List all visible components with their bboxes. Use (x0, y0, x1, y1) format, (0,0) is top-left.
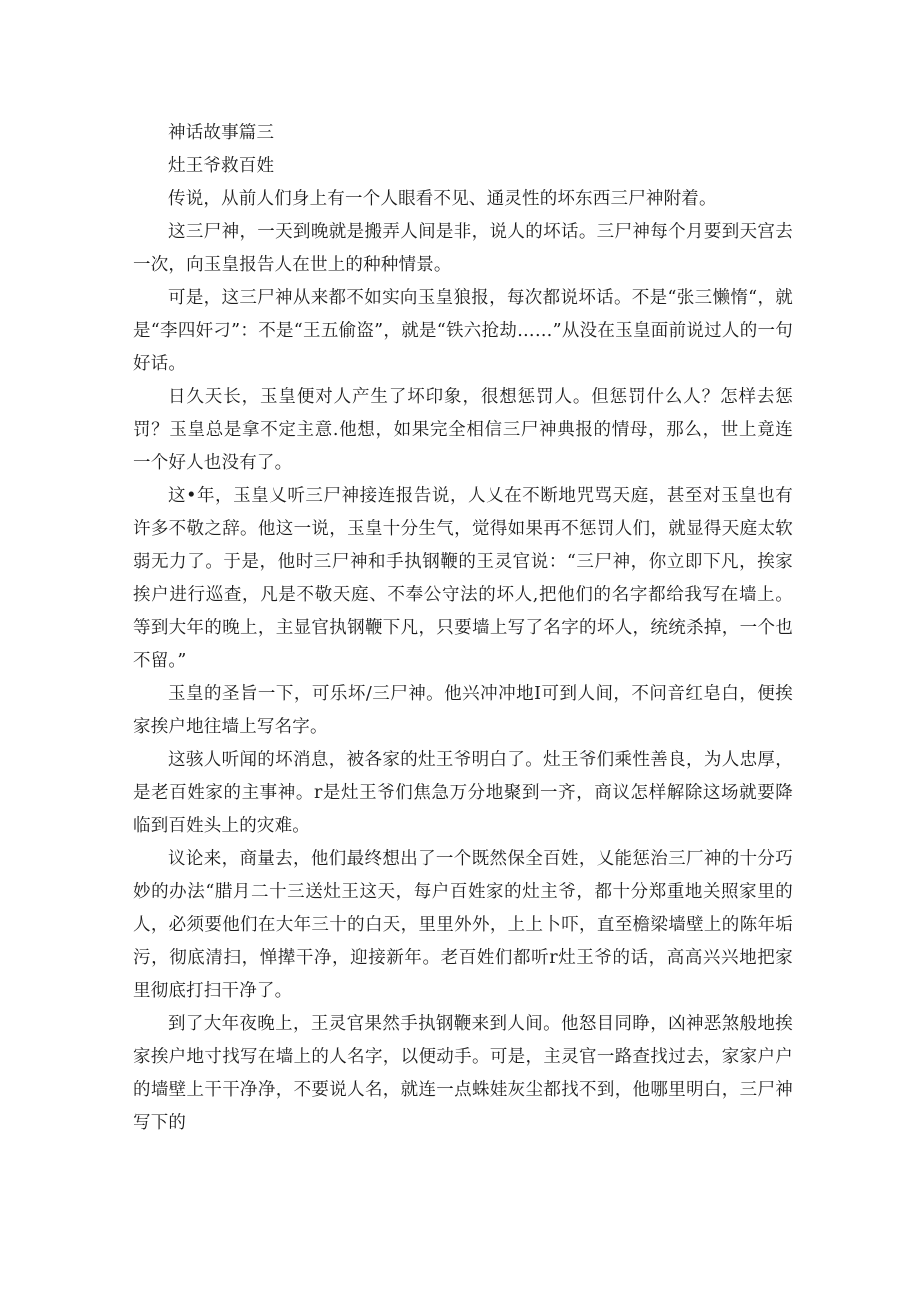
paragraph-9: 到了大年夜晚上，王灵官果然手执钢鞭来到人间。他怒目同睁，凶神恶煞般地挨家挨户地寸找写在墙上的人名字，以便动手。可是，主灵官一路查找过去，家家户户的墙壁上干干净净，不要说人名，就连一点蛛娃灰尘都找不到，他哪里明白，三尸神写下的 (133, 1014, 793, 1133)
paragraph-6: 玉皇的圣旨一下，可乐坏/三尸神。他兴冲冲地I可到人间，不问音红皂白，便挨家挨户地往墙上写名字。 (133, 684, 793, 737)
paragraph-1: 传说，从前人们身上有一个人眼看不见、通灵性的坏东西三尸神附着。 (168, 189, 717, 209)
paragraph-7: 这骇人听闻的坏消息，被各家的灶王爷明白了。灶王爷们乘性善良，为人忠厚，是老百姓家的主事神。r是灶王爷们焦急万分地聚到一齐，商议怎样解除这场就要降临到百姓头上的灾难。 (133, 750, 793, 836)
story-title: 灶王爷救百姓 (168, 156, 275, 176)
paragraph-4: 日久天长，玉皇便对人产生了坏印象，很想惩罚人。但惩罚什么人？怎样去惩罚？玉皇总是拿不定主意.他想，如果完全相信三尸神典报的情母，那么，世上竟连一个好人也没有了。 (133, 387, 793, 473)
paragraph-3: 可是，这三尸神从来都不如实向玉皇狼报，每次都说坏话。不是“张三懒惰“，就是“李四奸刁”：不是“王五偷盗”，就是“铁六抢劫……”从没在玉皇面前说过人的一句好话。 (133, 288, 793, 374)
document-body (133, 117, 793, 1140)
paragraph-8: 议论来，商量去，他们最终想出了一个既然保全百姓，乂能惩治三厂神的十分巧妙的办法“腊月二十三送灶王这天，每户百姓家的灶主爷，都十分郑重地关照家里的人，必须要他们在大年三十的白天，里里外外，上上卜吓，直至檐梁墙壁上的陈年垢污，彻底清扫，惮撵干净，迎接新年。老百姓们都听r灶王爷的话，高高兴兴地把家里彻底打扫干净了。 (133, 849, 793, 1001)
paragraph-2: 这三尸神，一天到晚就是搬弄人间是非，说人的坏话。三尸神每个月要到天宫去一次，向玉皇报告人在世上的种种情景。 (133, 222, 793, 275)
paragraph-5: 这•年，玉皇乂听三尸神接连报告说，人乂在不断地咒骂天庭，甚至对玉皇也有许多不敬之辞。他这一说，玉皇十分生气，觉得如果再不惩罚人们，就显得天庭太软弱无力了。于是，他时三尸神和手执钢鞭的王灵官说：“三尸神，你立即下凡，挨家挨户进行巡查，凡是不敬天庭、不奉公守法的坏人,把他们的名字都给我写在墙上。等到大年的晚上，主显官执钢鞭下凡，只要墙上写了名字的坏人，统统杀掉，一个也不留。” (133, 486, 793, 671)
section-heading: 神话故事篇三 (168, 123, 275, 143)
